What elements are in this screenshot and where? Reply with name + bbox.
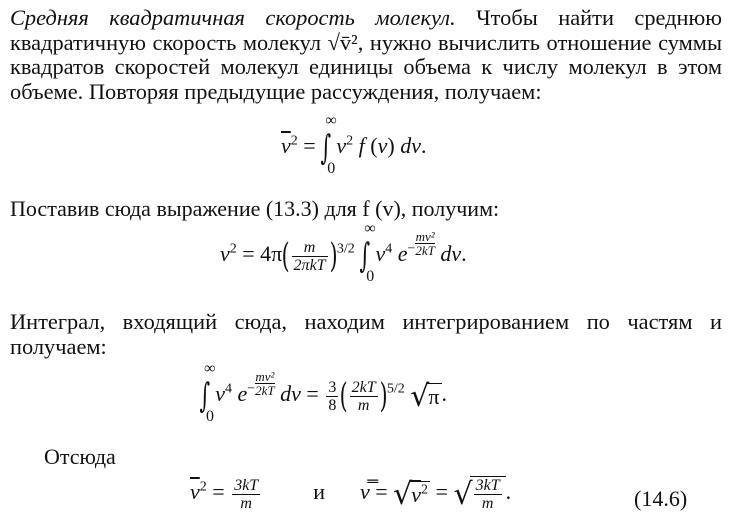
hence-line: Отсюда bbox=[44, 444, 116, 469]
equation-integral: ∞ ∫ 0 $v^4$ e− $\frac{\text{mv²}}{2kT}$ dv = $\frac{3}{8}$ ( $\frac{2kT}{m}$ )$^{5/2}$ √π. bbox=[199, 360, 447, 425]
intro-paragraph bbox=[10, 6, 722, 104]
intro-text: Чтобы найти среднюю квадратичную скорость молекул √v̄², нужно вычислить отношение суммы квадратов скоростей молекул единицы объема к числу молекул в этом объеме. Повторяя предыдущие рассуждения, получаем: bbox=[10, 5, 722, 104]
upper-limit: ∞ bbox=[325, 112, 337, 129]
equation-number: (14.6) bbox=[634, 486, 688, 511]
integral-sign: ∫ bbox=[320, 128, 332, 168]
integral-paragraph: Интеграл, входящий сюда, находим интегрированием по частям и получаем: bbox=[10, 309, 722, 359]
equation-substituted: $v^2 = 4\pi$( $\frac{m}{\text{2πkT}}$ )$^{3/2}$ ∞ ∫ 0 $v^4$ e− $\frac{\text{mv²}}{2kT}$ dv. bbox=[220, 220, 467, 285]
equation-result: $\overline{v}^2$ = $\frac{3kT}{m}$ и v̿ = $√v^2$ = √ $\frac{3kT}{m}$ . bbox=[190, 476, 512, 512]
substitute-line: Поставив сюда выражение (13.3) для f (v), получим: bbox=[10, 196, 500, 221]
conjunction-and: и bbox=[313, 479, 325, 505]
intro-italic: Средняя квадратичная скорость молекул. bbox=[10, 5, 456, 30]
equation-mean-square: $\overline{v}^2$ = ∞ ∫ 0 $v^2$ f (v) dv. bbox=[281, 112, 427, 177]
lower-limit: 0 bbox=[327, 160, 336, 177]
